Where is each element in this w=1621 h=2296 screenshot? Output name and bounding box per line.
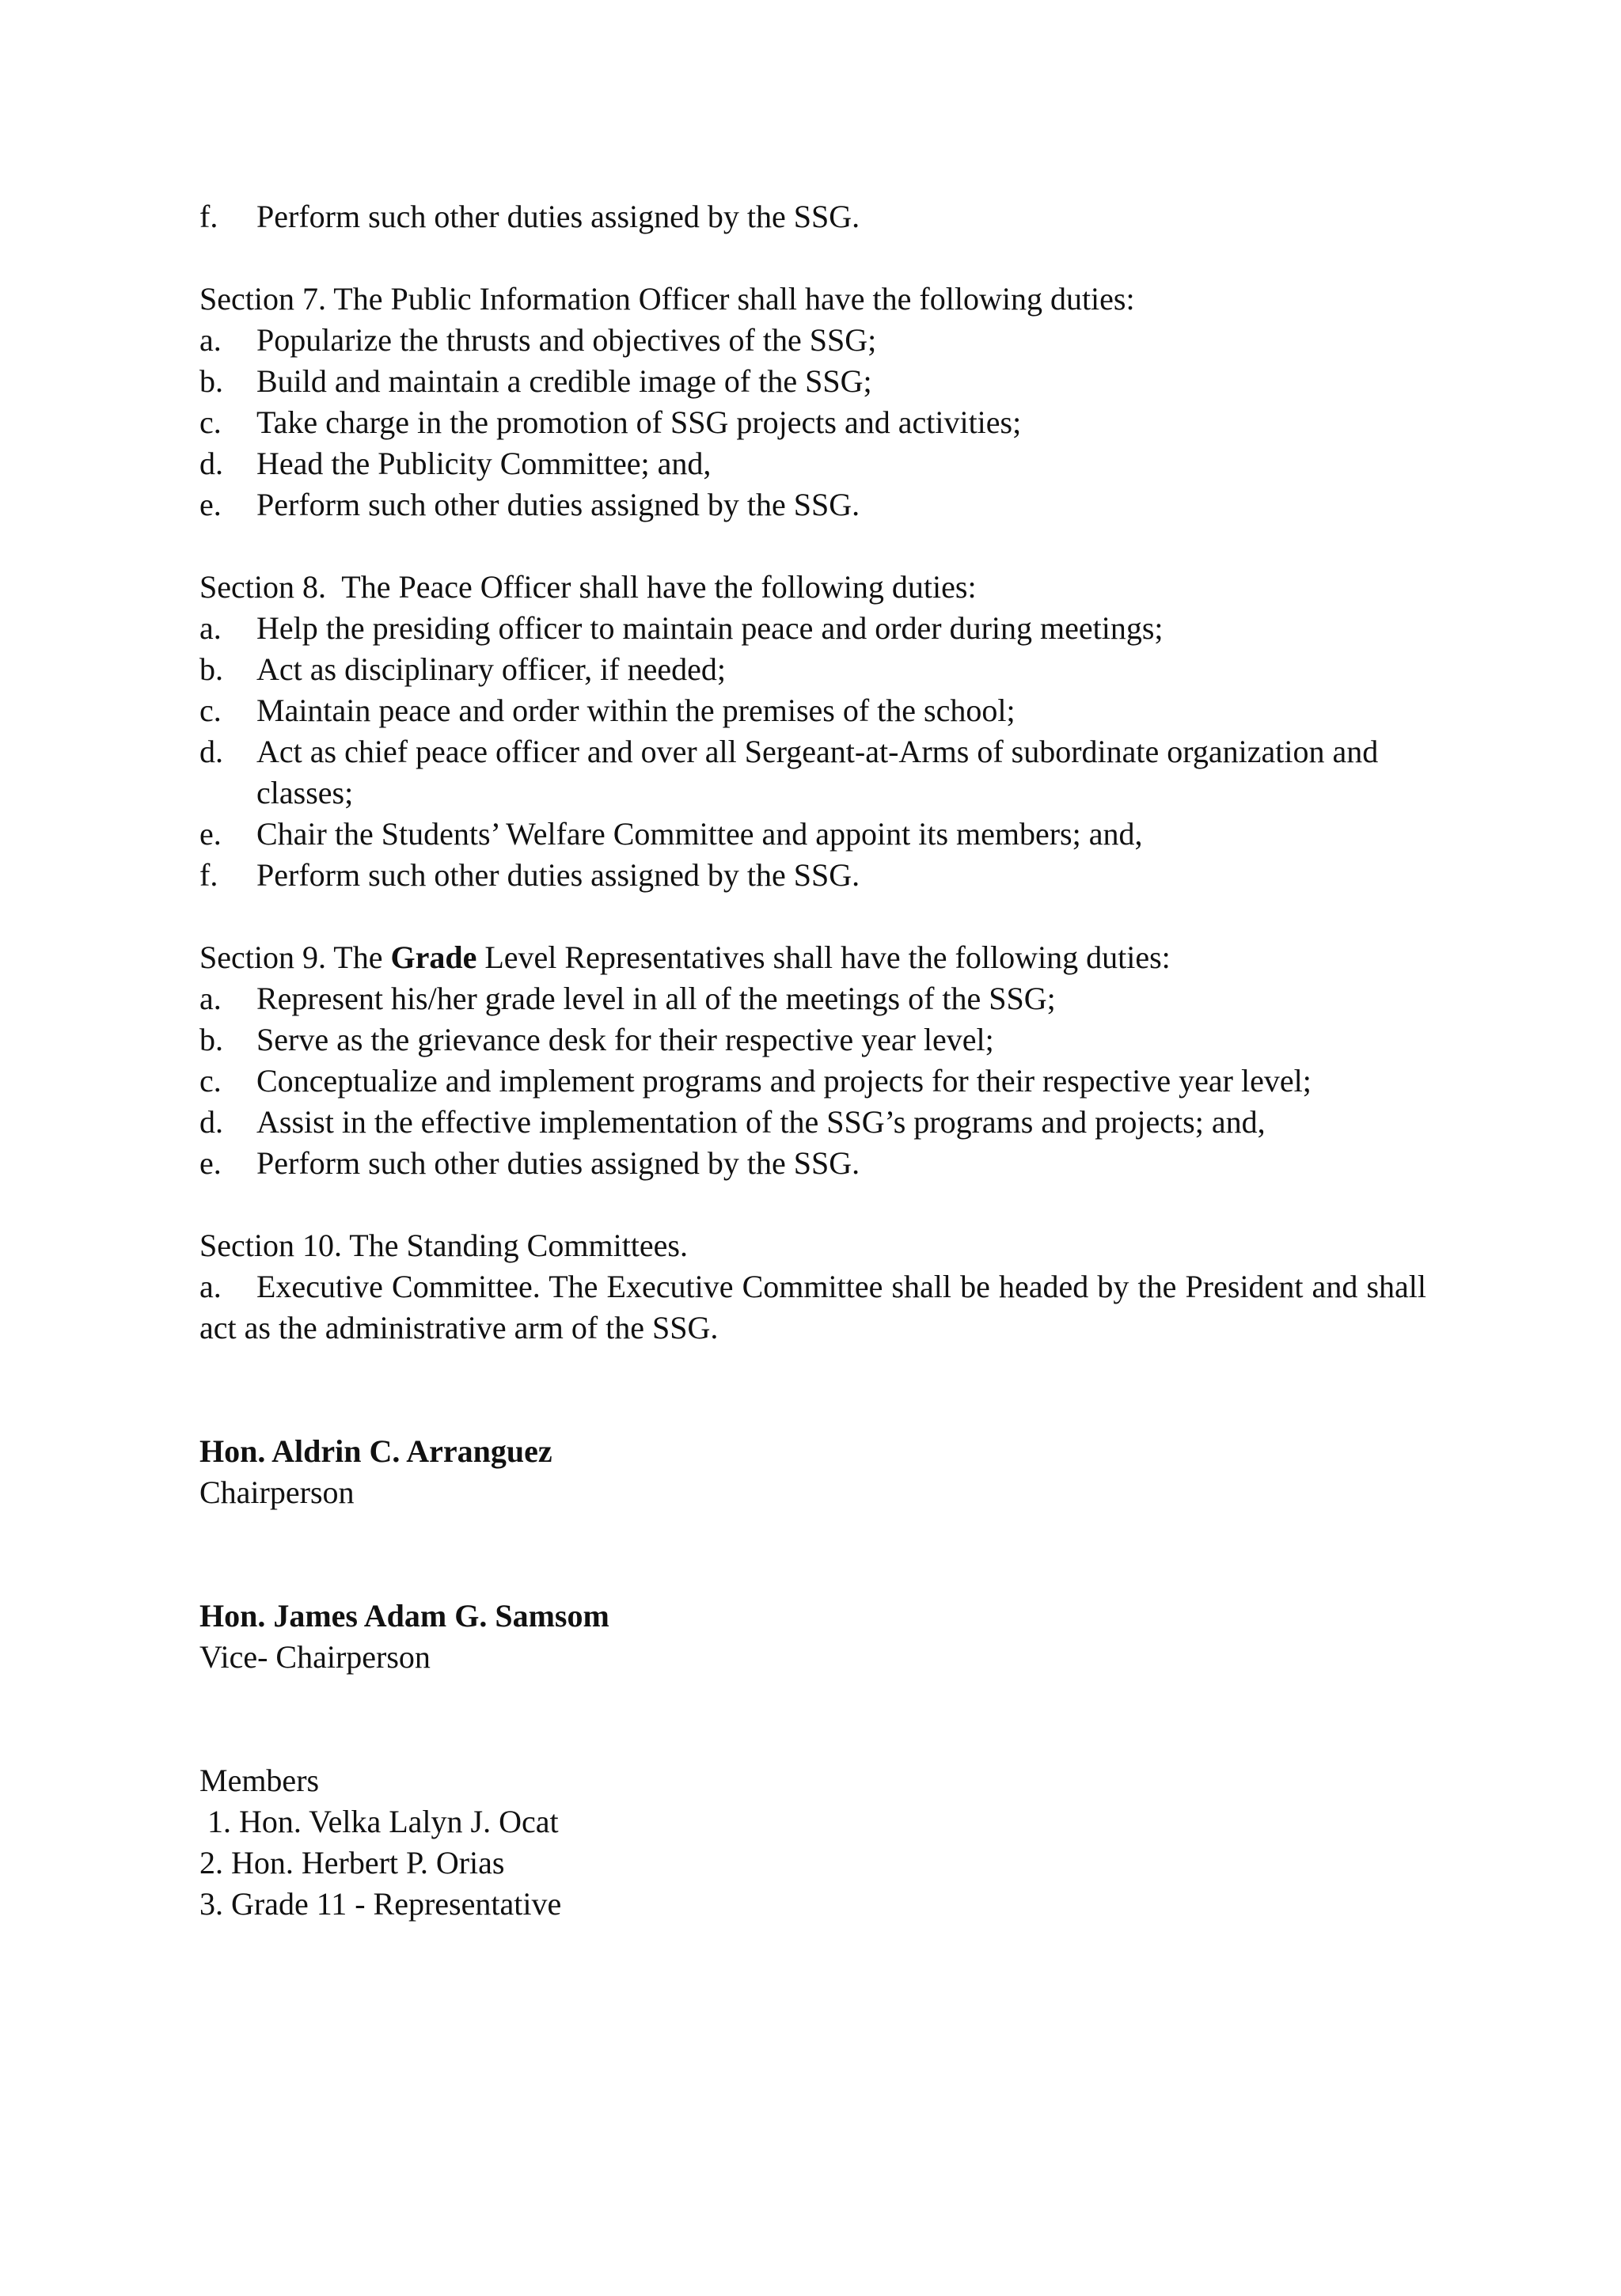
section-7	[199, 279, 1426, 526]
chairperson-name: Hon. Aldrin C. Arranguez	[199, 1433, 552, 1469]
list-marker: d.	[199, 446, 223, 481]
list-marker: a.	[199, 1269, 222, 1304]
list-item	[199, 855, 1426, 896]
committee-paragraph	[199, 1266, 1426, 1349]
list-item	[199, 608, 1426, 649]
list-item	[199, 731, 1426, 814]
list-item-text: Perform such other duties assigned by the SSG.	[256, 487, 860, 522]
list-marker: e.	[199, 487, 222, 522]
list-item	[199, 402, 1426, 443]
members-label: Members	[199, 1763, 320, 1798]
list-item-text: Conceptualize and implement programs and projects for their respective year level;	[256, 1063, 1312, 1099]
list-item-text: Maintain peace and order within the premises of the school;	[256, 693, 1015, 728]
list-item-text: Perform such other duties assigned by the SSG.	[256, 1145, 860, 1181]
list-marker: a.	[199, 322, 222, 358]
list-item-text: Build and maintain a credible image of the SSG;	[256, 363, 872, 399]
section-heading	[199, 937, 1426, 978]
section-heading-suffix: Level Representatives shall have the following duties:	[476, 939, 1171, 975]
list-item	[199, 649, 1426, 690]
list-marker: f.	[199, 199, 218, 234]
list-item-text: Act as chief peace officer and over all Sergeant-at-Arms of subordinate organization and classes;	[256, 734, 1379, 810]
list-item	[199, 1143, 1426, 1184]
section-heading: Section 8. The Peace Officer shall have the following duties:	[199, 569, 977, 605]
section-10	[199, 1225, 1426, 1349]
section-heading: Section 7. The Public Information Officer shall have the following duties:	[199, 281, 1135, 317]
list-marker: e.	[199, 816, 222, 852]
list-item	[199, 484, 1426, 526]
list-item	[199, 443, 1426, 484]
list-item-text: Serve as the grievance desk for their respective year level;	[256, 1022, 994, 1057]
section-heading-prefix: Section 9. The	[199, 939, 391, 975]
list-item-text: Act as disciplinary officer, if needed;	[256, 651, 726, 687]
list-item	[199, 814, 1426, 855]
list-item	[199, 690, 1426, 731]
list-marker: b.	[199, 1022, 223, 1057]
list-item	[199, 320, 1426, 361]
document-page	[199, 196, 1426, 1925]
section-9	[199, 937, 1426, 1184]
member-item: 2. Hon. Herbert P. Orias	[199, 1845, 505, 1880]
section-heading-bold: Grade	[390, 939, 477, 975]
list-marker: c.	[199, 1063, 222, 1099]
chairperson-block	[199, 1431, 1426, 1513]
list-item-text: Perform such other duties assigned by the SSG.	[256, 199, 860, 234]
list-item	[199, 196, 1426, 237]
list-marker: b.	[199, 363, 223, 399]
list-marker: a.	[199, 610, 222, 646]
list-marker: d.	[199, 1104, 223, 1140]
list-marker: c.	[199, 693, 222, 728]
section-heading: Section 10. The Standing Committees.	[199, 1228, 688, 1263]
members-block	[199, 1760, 1426, 1925]
list-marker: e.	[199, 1145, 222, 1181]
list-item-text: Assist in the effective implementation of the SSG’s programs and projects; and,	[256, 1104, 1266, 1140]
vice-chairperson-title: Vice- Chairperson	[199, 1639, 431, 1675]
list-item-text: Represent his/her grade level in all of the meetings of the SSG;	[256, 981, 1056, 1016]
list-item	[199, 1102, 1426, 1143]
list-marker: b.	[199, 651, 223, 687]
list-marker: c.	[199, 404, 222, 440]
list-item-text: Take charge in the promotion of SSG projects and activities;	[256, 404, 1022, 440]
list-item-text: Popularize the thrusts and objectives of the SSG;	[256, 322, 877, 358]
list-item	[199, 978, 1426, 1019]
vice-chairperson-name: Hon. James Adam G. Samsom	[199, 1598, 609, 1634]
chairperson-title: Chairperson	[199, 1474, 355, 1510]
list-item	[199, 1019, 1426, 1061]
list-item	[199, 361, 1426, 402]
list-marker: a.	[199, 981, 222, 1016]
member-item: 1. Hon. Velka Lalyn J. Ocat	[199, 1804, 559, 1839]
list-item-text: Chair the Students’ Welfare Committee and appoint its members; and,	[256, 816, 1143, 852]
vice-chairperson-block	[199, 1596, 1426, 1678]
list-item-text: Help the presiding officer to maintain peace and order during meetings;	[256, 610, 1164, 646]
list-item	[199, 1061, 1426, 1102]
committee-paragraph-text: Executive Committee. The Executive Committee shall be headed by the President and shall act as the administrative arm of the SSG.	[199, 1269, 1426, 1345]
list-marker: f.	[199, 857, 218, 893]
list-item-text: Perform such other duties assigned by the SSG.	[256, 857, 860, 893]
member-item: 3. Grade 11 - Representative	[199, 1886, 562, 1922]
list-item-text: Head the Publicity Committee; and,	[256, 446, 712, 481]
section-8	[199, 567, 1426, 896]
list-marker: d.	[199, 734, 223, 769]
